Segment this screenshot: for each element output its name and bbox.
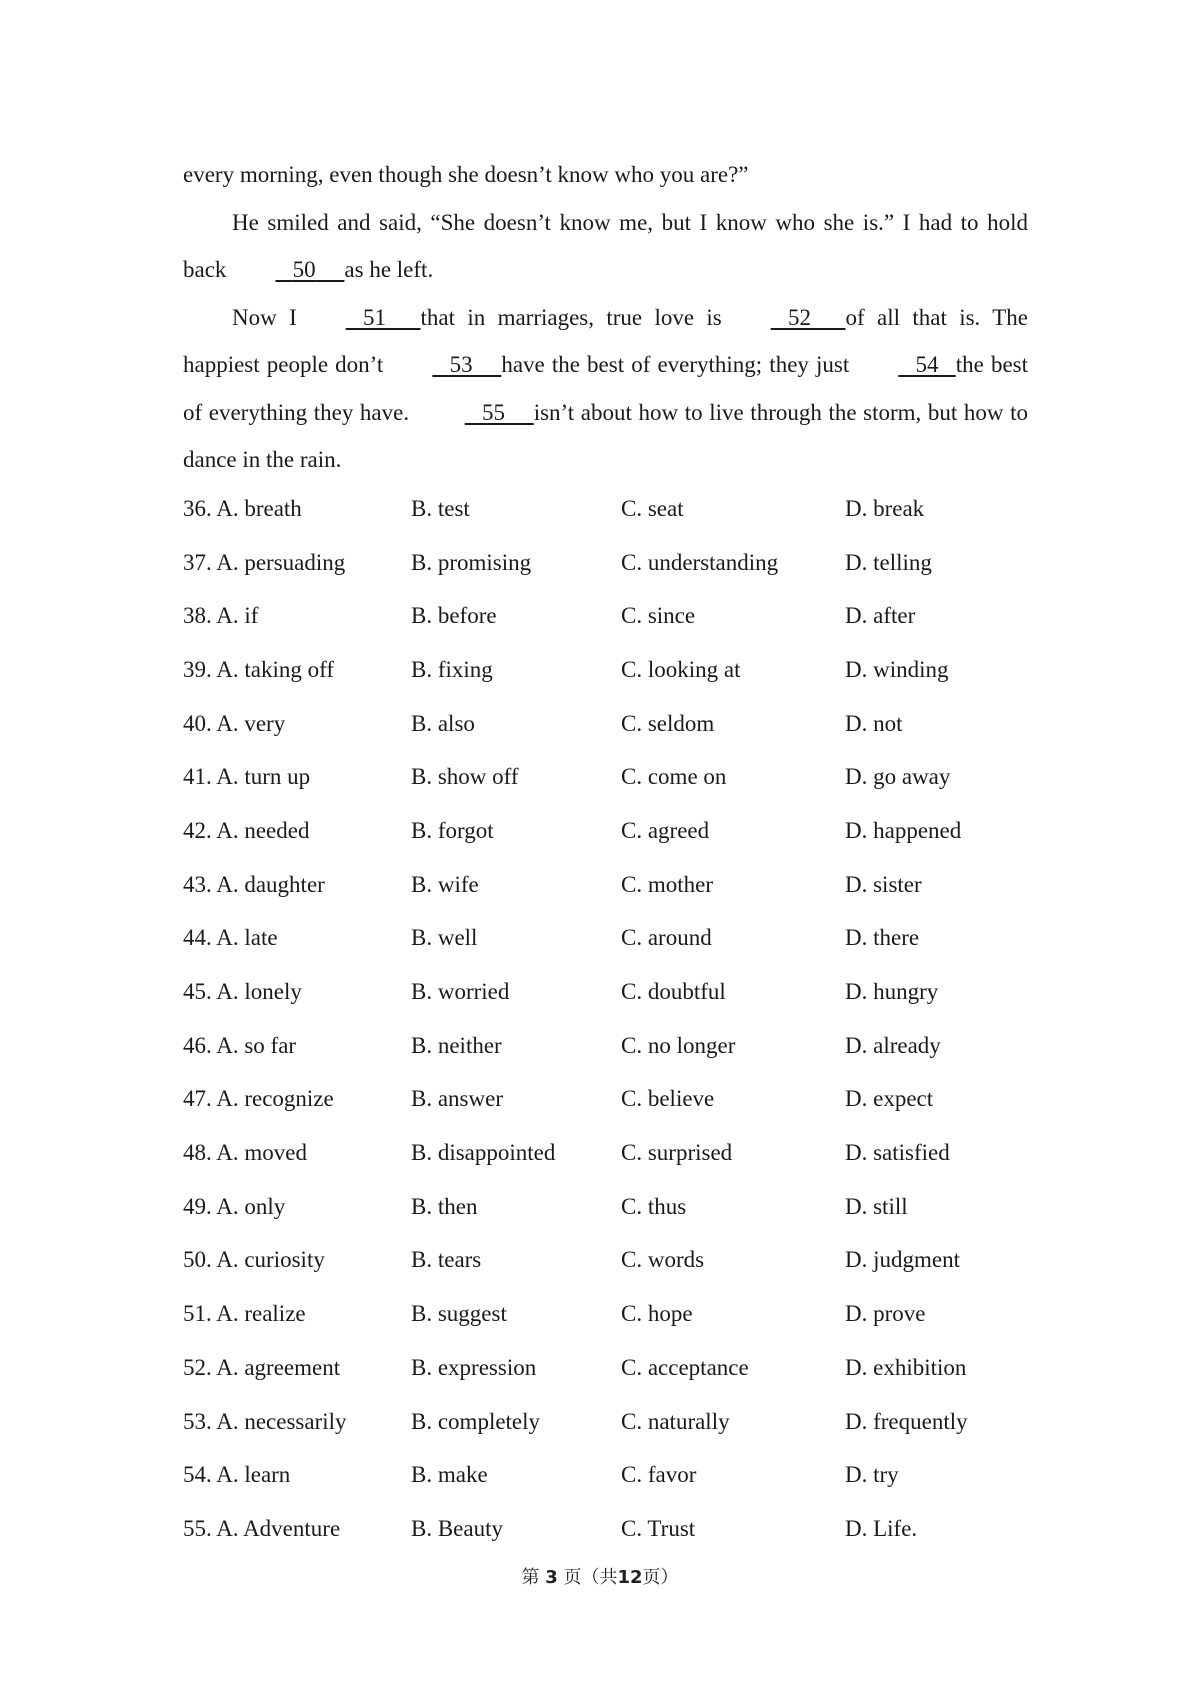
option-c: C. favor (621, 1462, 697, 1488)
option-c: C. since (621, 603, 696, 629)
option-b: B. Beauty (411, 1515, 503, 1541)
answer-options (183, 482, 1063, 1556)
option-row (183, 750, 1063, 804)
passage-sentence: have the best of everything; they just (501, 352, 850, 377)
option-c: C. agreed (621, 817, 710, 843)
option-row (183, 1073, 1063, 1127)
option-c: C. acceptance (621, 1354, 749, 1380)
option-d: D. telling (845, 549, 932, 575)
option-b: B. worried (411, 979, 510, 1005)
option-d: D. prove (845, 1301, 926, 1327)
option-c: C. looking at (621, 656, 741, 682)
option-a: 36. A. breath (183, 495, 302, 521)
option-d: D. judgment (845, 1247, 960, 1273)
option-row (183, 1448, 1063, 1502)
option-row (183, 536, 1063, 590)
option-c: C. Trust (621, 1515, 696, 1541)
option-d: D. exhibition (845, 1354, 967, 1380)
option-row (183, 482, 1063, 536)
passage-paragraph-3 (183, 294, 1028, 484)
option-a: 51. A. realize (183, 1301, 306, 1327)
option-d: D. expect (845, 1086, 934, 1112)
page-total: 12 (617, 1567, 643, 1588)
option-row (183, 1180, 1063, 1234)
option-b: B. fixing (411, 656, 493, 682)
passage-text (183, 151, 1028, 484)
option-row (183, 1502, 1063, 1556)
passage-sentence: that in marriages, true love is (420, 304, 722, 330)
option-b: B. before (411, 603, 497, 629)
option-row (183, 1234, 1063, 1288)
passage-sentence: Now I (232, 304, 297, 330)
option-row (183, 1287, 1063, 1341)
option-a: 47. A. recognize (183, 1086, 334, 1112)
option-a: 53. A. necessarily (183, 1408, 347, 1434)
option-d: D. happened (845, 817, 962, 843)
option-b: B. forgot (411, 817, 494, 843)
option-b: B. tears (411, 1247, 482, 1273)
option-d: D. break (845, 495, 925, 521)
option-c: C. doubtful (621, 979, 726, 1005)
option-a: 50. A. curiosity (183, 1247, 325, 1273)
passage-paragraph-2 (183, 199, 1028, 294)
option-d: D. still (845, 1193, 908, 1219)
passage-sentence: isn’t about how to live through the storm, but how to dance in the rain. (183, 399, 1029, 472)
option-a: 43. A. daughter (183, 871, 325, 897)
passage-sentence: the best of everything they have. (183, 352, 1029, 425)
option-c: C. seldom (621, 710, 715, 736)
option-row (183, 804, 1063, 858)
option-c: C. naturally (621, 1408, 730, 1434)
option-d: D. frequently (845, 1408, 968, 1434)
option-row (183, 965, 1063, 1019)
option-row (183, 589, 1063, 643)
passage-line-start (183, 151, 1028, 199)
option-c: C. surprised (621, 1140, 733, 1166)
option-c: C. mother (621, 871, 713, 897)
option-row (183, 912, 1063, 966)
option-d: D. not (845, 710, 903, 736)
option-a: 42. A. needed (183, 817, 310, 843)
option-c: C. believe (621, 1086, 715, 1112)
option-a: 41. A. turn up (183, 764, 311, 790)
passage-sentence: every morning, even though she doesn’t know who you are?” (183, 162, 749, 187)
option-row (183, 1395, 1063, 1449)
option-a: 39. A. taking off (183, 656, 334, 682)
option-d: D. already (845, 1032, 941, 1058)
page-number: 3 (545, 1567, 558, 1588)
option-a: 40. A. very (183, 710, 286, 736)
option-c: C. come on (621, 764, 727, 790)
option-c: C. around (621, 925, 712, 951)
option-a: 46. A. so far (183, 1032, 297, 1058)
option-row (183, 1019, 1063, 1073)
option-b: B. disappointed (411, 1140, 556, 1166)
option-a: 45. A. lonely (183, 979, 302, 1005)
option-d: D. Life. (845, 1515, 918, 1541)
blank-52: 52 (788, 304, 811, 330)
page-footer: 第 3 页（共12页） (521, 1567, 679, 1588)
option-c: C. seat (621, 495, 684, 521)
option-row (183, 1126, 1063, 1180)
option-d: D. sister (845, 871, 922, 897)
option-a: 54. A. learn (183, 1462, 291, 1488)
option-c: C. words (621, 1247, 705, 1273)
option-b: B. neither (411, 1032, 502, 1058)
option-c: C. understanding (621, 549, 779, 575)
option-b: B. suggest (411, 1301, 507, 1327)
option-b: B. completely (411, 1408, 541, 1434)
option-a: 49. A. only (183, 1193, 286, 1219)
option-d: D. there (845, 925, 920, 951)
blank-54: 54 (915, 352, 939, 377)
blank-53: 53 (449, 352, 473, 377)
option-b: B. test (411, 495, 470, 521)
option-d: D. after (845, 603, 916, 629)
option-a: 55. A. Adventure (183, 1515, 341, 1541)
option-b: B. wife (411, 871, 479, 897)
blank-51: 51 (362, 304, 386, 330)
option-c: C. no longer (621, 1032, 736, 1058)
option-d: D. try (845, 1462, 899, 1488)
option-a: 44. A. late (183, 925, 278, 951)
option-b: B. expression (411, 1354, 537, 1380)
option-d: D. winding (845, 656, 949, 682)
option-b: B. make (411, 1462, 488, 1488)
option-row (183, 697, 1063, 751)
option-a: 52. A. agreement (183, 1354, 341, 1380)
option-a: 38. A. if (183, 603, 259, 629)
passage-sentence: as he left. (344, 257, 434, 282)
option-b: B. also (411, 710, 475, 736)
option-d: D. go away (845, 764, 951, 790)
option-d: D. satisfied (845, 1140, 950, 1166)
passage-sentence: He smiled and said, “She doesn’t know me, but I know who she is.” I had to hold back (183, 209, 1028, 282)
option-a: 37. A. persuading (183, 549, 346, 575)
option-d: D. hungry (845, 979, 939, 1005)
option-b: B. answer (411, 1086, 503, 1112)
option-row (183, 858, 1063, 912)
passage-sentence: of all that is. The happiest people don’t (183, 304, 1028, 377)
blank-50: 50 (292, 257, 316, 282)
option-b: B. well (411, 925, 478, 951)
option-row (183, 1341, 1063, 1395)
option-b: B. then (411, 1193, 478, 1219)
blank-55: 55 (481, 399, 505, 425)
option-c: C. hope (621, 1301, 693, 1327)
option-b: B. promising (411, 549, 532, 575)
option-a: 48. A. moved (183, 1140, 307, 1166)
option-b: B. show off (411, 764, 519, 790)
option-row (183, 643, 1063, 697)
option-c: C. thus (621, 1193, 687, 1219)
